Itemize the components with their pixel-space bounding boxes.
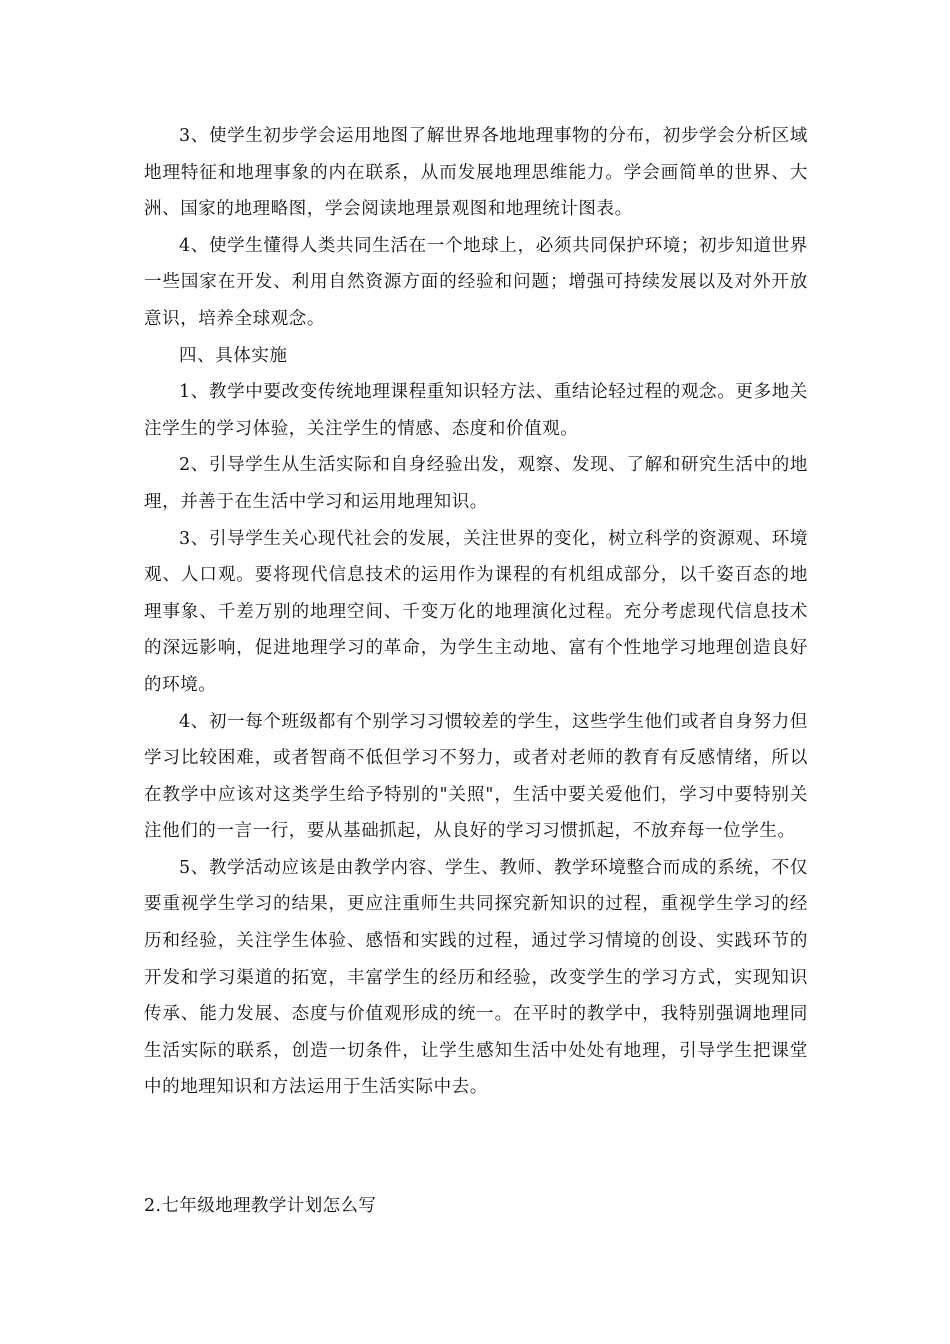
paragraph-implementation-4: 4、初一每个班级都有个别学习习惯较差的学生，这些学生他们或者自身努力但学习比较困难，或者智商不低但学习不努力，或者对老师的教育有反感情绪，所以在教学中应该对这类学生给予特别的"关照"，生活中要关爱他们，学习中要特别关注他们的一言一行，要从基础抓起，从良好的学习习惯抓起，不放弃每一位学生。 [144, 711, 808, 842]
section-title-implementation: 四、具体实施 [179, 345, 288, 366]
paragraph-implementation-5: 5、教学活动应该是由教学内容、学生、教师、教学环境整合而成的系统，不仅要重视学生学习的结果，更应注重师生共同探究新知识的过程，重视学生学习的经历和经验，关注学生体验、感悟和实践的过程，通过学习情境的创设、实践环节的开发和学习渠道的拓宽，丰富学生的经历和经验，改变学生的学习方式，实现知识传承、能力发展、态度与价值观形成的统一。在平时的教学中，我特别强调地理同生活实际的联系，创造一切条件，让学生感知生活中处处有地理，引导学生把课堂中的地理知识和方法运用于生活实际中去。 [144, 857, 808, 1098]
paragraph-implementation-2: 2、引导学生从生活实际和自身经验出发，观察、发现、了解和研究生活中的地理，并善于在生活中学习和运用地理知识。 [144, 455, 808, 512]
paragraph-objective-3: 3、使学生初步学会运用地图了解世界各地地理事物的分布，初步学会分析区域地理特征和地理事象的内在联系，从而发展地理思维能力。学会画简单的世界、大洲、国家的地理略图，学会阅读地理景观图和地理统计图表。 [144, 126, 808, 220]
paragraph-implementation-1: 1、教学中要改变传统地理课程重知识轻方法、重结论轻过程的观念。更多地关注学生的学习体验，关注学生的情感、态度和价值观。 [144, 382, 808, 439]
paragraph-implementation-3: 3、引导学生关心现代社会的发展，关注世界的变化，树立科学的资源观、环境观、人口观。要将现代信息技术的运用作为课程的有机组成部分，以千姿百态的地理事象、千差万别的地理空间、千变万化的地理演化过程。充分考虑现代信息技术的深远影响，促进地理学习的革命，为学生主动地、富有个性地学习地理创造良好的环境。 [144, 528, 808, 695]
document-body [144, 118, 808, 1106]
paragraph-objective-4: 4、使学生懂得人类共同生活在一个地球上，必须共同保护环境；初步知道世界一些国家在开发、利用自然资源方面的经验和问题；增强可持续发展以及对外开放意识，培养全球观念。 [144, 235, 808, 329]
section-heading: 2.七年级地理教学计划怎么写 [144, 1196, 377, 1216]
